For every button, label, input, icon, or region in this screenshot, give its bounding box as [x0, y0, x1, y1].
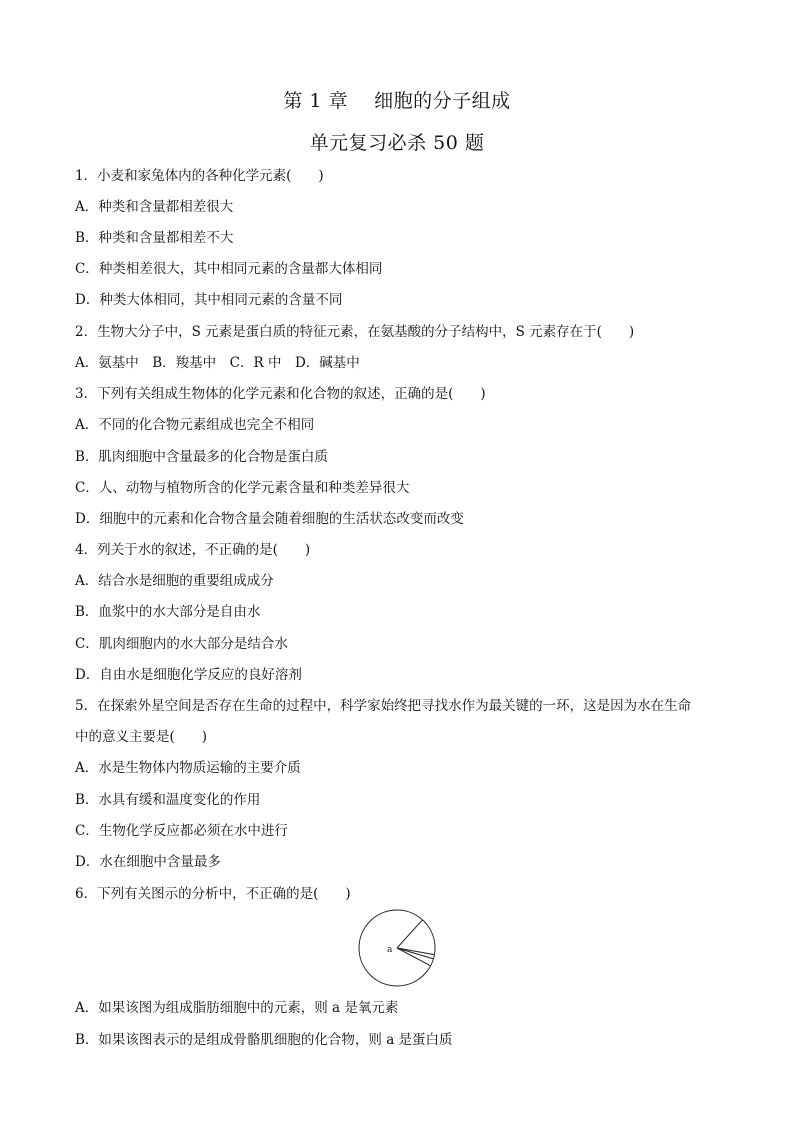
pie-figure	[356, 907, 438, 989]
question-5-option-d: D．水在细胞中含量最多	[75, 854, 221, 870]
question-3-option-d: D．细胞中的元素和化合物含量会随着细胞的生活状态改变而改变	[75, 511, 464, 527]
question-1: 1．小麦和家兔体内的各种化学元素( )	[75, 168, 324, 184]
question-1-option-d: D．种类大体相同，其中相同元素的含量不同	[75, 292, 343, 308]
pie-divider-1	[397, 920, 423, 948]
question-6-option-a: A．如果该图为组成脂肪细胞中的元素，则 a 是氧元素	[75, 1000, 399, 1016]
question-6-option-b: B．如果该图表示的是组成骨骼肌细胞的化合物，则 a 是蛋白质	[75, 1032, 453, 1048]
pie-label-a: a	[387, 945, 393, 955]
question-5-option-c: C．生物化学反应都必须在水中进行	[75, 823, 288, 839]
question-1-option-b: B．种类和含量都相差不大	[75, 230, 234, 246]
question-3-option-a: A．不同的化合物元素组成也完全不相同	[75, 417, 315, 433]
question-4-option-b: B．血浆中的水大部分是自由水	[75, 604, 261, 620]
question-4-option-c: C．肌肉细胞内的水大部分是结合水	[75, 636, 288, 652]
question-4: 4．列关于水的叙述，不正确的是( )	[75, 542, 311, 558]
question-4-option-a: A．结合水是细胞的重要组成成分	[75, 573, 274, 589]
question-5-continued: 中的意义主要是( )	[75, 729, 208, 745]
question-5-option-a: A．水是生物体内物质运输的主要介质	[75, 760, 301, 776]
question-2: 2．生物大分子中，S 元素是蛋白质的特征元素，在氨基酸的分子结构中，S 元素存在于( )	[75, 324, 635, 340]
question-2-options: A．氨基中 B．羧基中 C．R 中 D．碱基中	[75, 355, 360, 371]
question-1-option-c: C．种类相差很大，其中相同元素的含量都大体相同	[75, 261, 383, 277]
question-1-option-a: A．种类和含量都相差很大	[75, 199, 234, 215]
question-3-option-c: C．人、动物与植物所含的化学元素含量和种类差异很大	[75, 480, 410, 496]
page-subtitle: 单元复习必杀 50 题	[309, 132, 485, 154]
question-6: 6．下列有关图示的分析中，不正确的是( )	[75, 886, 351, 902]
question-5-option-b: B．水具有缓和温度变化的作用	[75, 792, 261, 808]
question-3: 3．下列有关组成生物体的化学元素和化合物的叙述，正确的是( )	[75, 386, 486, 402]
question-3-option-b: B．肌肉细胞中含量最多的化合物是蛋白质	[75, 449, 328, 465]
chapter-title: 第 1 章 细胞的分子组成	[283, 90, 511, 112]
question-4-option-d: D．自由水是细胞化学反应的良好溶剂	[75, 667, 302, 683]
question-5: 5．在探索外星空间是否存在生命的过程中，科学家始终把寻找水作为最关键的一环，这是因为水在生命	[75, 698, 692, 714]
